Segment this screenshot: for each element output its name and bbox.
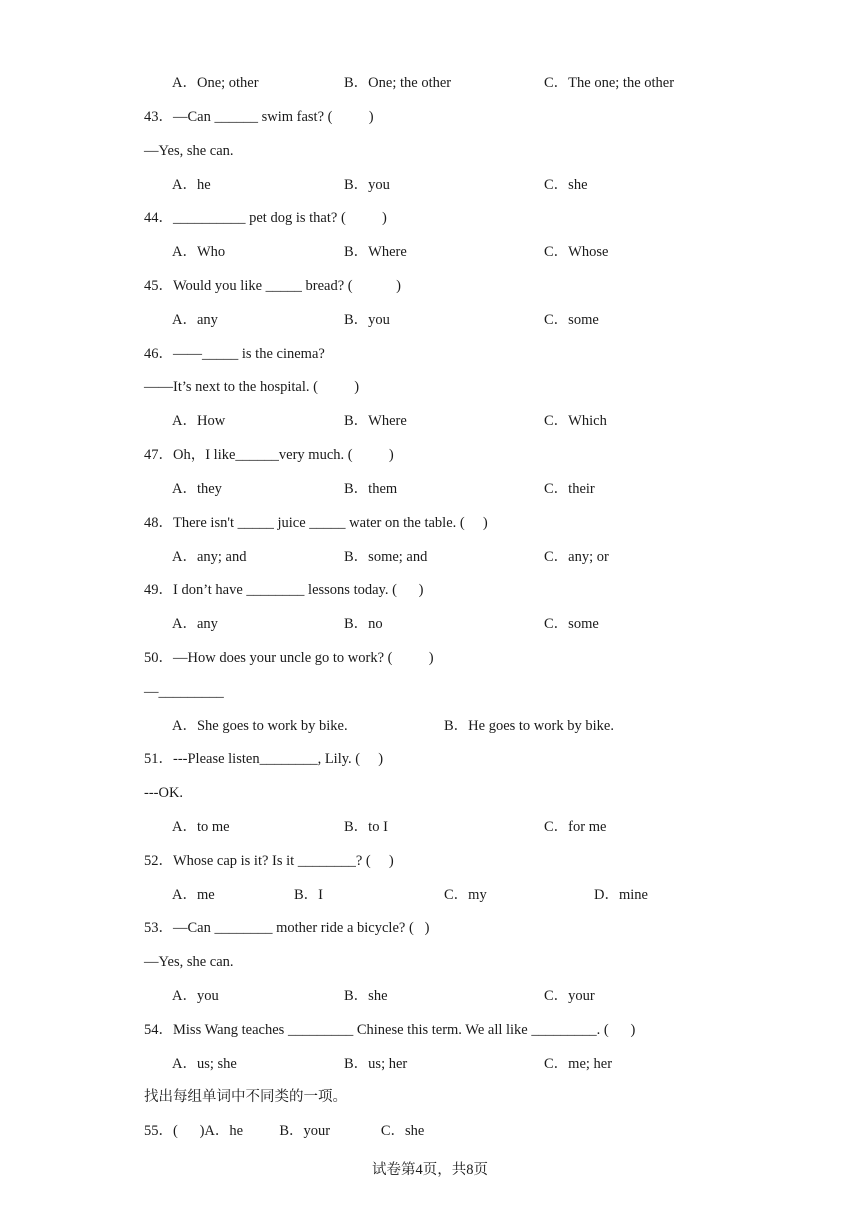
option-a: A．they bbox=[172, 481, 222, 497]
question-stem: 54．Miss Wang teaches _________ Chinese this term. We all like _________. ( ) bbox=[144, 1022, 636, 1038]
option-a: A．She goes to work by bike. bbox=[172, 718, 348, 734]
option-a: A．me bbox=[172, 887, 215, 903]
question-stem: 53．—Can ________ mother ride a bicycle? ( ) bbox=[144, 920, 430, 936]
option-b: B．she bbox=[344, 988, 388, 1004]
option-c: C．some bbox=[544, 312, 599, 328]
question-stem: 48．There isn't _____ juice _____ water on the table. ( ) bbox=[144, 515, 488, 531]
option-a: A．us; she bbox=[172, 1056, 237, 1072]
option-d: D．mine bbox=[594, 887, 648, 903]
option-b: B．you bbox=[344, 312, 390, 328]
question-stem: 55．( )A．he B．your C．she bbox=[144, 1123, 425, 1139]
question-text: 找出每组单词中不同类的一项。 bbox=[144, 1089, 347, 1105]
option-a: A．to me bbox=[172, 819, 230, 835]
question-text: ---OK. bbox=[144, 785, 184, 801]
question-stem: 51．---Please listen________, Lily. ( ) bbox=[144, 751, 384, 767]
option-b: B．Where bbox=[344, 413, 407, 429]
option-c: C．some bbox=[544, 616, 599, 632]
question-stem: 43．—Can ______ swim fast? ( ) bbox=[144, 109, 374, 125]
option-c: C．Which bbox=[544, 413, 607, 429]
option-c: C．any; or bbox=[544, 549, 609, 565]
option-b: B．you bbox=[344, 177, 390, 193]
option-b: B．some; and bbox=[344, 549, 428, 565]
option-b: B．them bbox=[344, 481, 398, 497]
option-c: C．my bbox=[444, 887, 487, 903]
question-stem: 49．I don’t have ________ lessons today. ( ) bbox=[144, 582, 424, 598]
question-text: —Yes, she can. bbox=[144, 143, 234, 159]
option-c: C．your bbox=[544, 988, 595, 1004]
option-b: B．no bbox=[344, 616, 383, 632]
question-stem: 44．__________ pet dog is that? ( ) bbox=[144, 210, 387, 226]
question-stem: 45．Would you like _____ bread? ( ) bbox=[144, 278, 401, 294]
option-b: B．us; her bbox=[344, 1056, 408, 1072]
option-b: B．He goes to work by bike. bbox=[444, 718, 614, 734]
option-a: A．any bbox=[172, 312, 218, 328]
question-stem: 47．Oh，I like______very much. ( ) bbox=[144, 447, 394, 463]
option-b: B．Where bbox=[344, 244, 407, 260]
option-c: C．me; her bbox=[544, 1056, 613, 1072]
page-footer: 试卷第4页，共8页 bbox=[372, 1162, 488, 1178]
option-a: A．One; other bbox=[172, 75, 259, 91]
option-a: A．he bbox=[172, 177, 211, 193]
option-a: A．you bbox=[172, 988, 219, 1004]
question-text: —Yes, she can. bbox=[144, 954, 234, 970]
question-stem: 46．——_____ is the cinema? bbox=[144, 346, 325, 362]
option-c: C．for me bbox=[544, 819, 607, 835]
option-c: C．their bbox=[544, 481, 595, 497]
option-b: B．I bbox=[294, 887, 323, 903]
option-a: A．any; and bbox=[172, 549, 247, 565]
option-c: C．The one; the other bbox=[544, 75, 675, 91]
option-a: A．How bbox=[172, 413, 226, 429]
option-b: B．One; the other bbox=[344, 75, 452, 91]
option-a: A．any bbox=[172, 616, 218, 632]
question-stem: 50．—How does your uncle go to work? ( ) bbox=[144, 650, 434, 666]
option-c: C．Whose bbox=[544, 244, 609, 260]
option-b: B．to I bbox=[344, 819, 388, 835]
option-a: A．Who bbox=[172, 244, 226, 260]
question-stem: 52．Whose cap is it? Is it ________? ( ) bbox=[144, 853, 394, 869]
option-c: C．she bbox=[544, 177, 588, 193]
question-text: —_________ bbox=[144, 684, 224, 700]
question-text: ——It’s next to the hospital. ( ) bbox=[144, 379, 360, 395]
